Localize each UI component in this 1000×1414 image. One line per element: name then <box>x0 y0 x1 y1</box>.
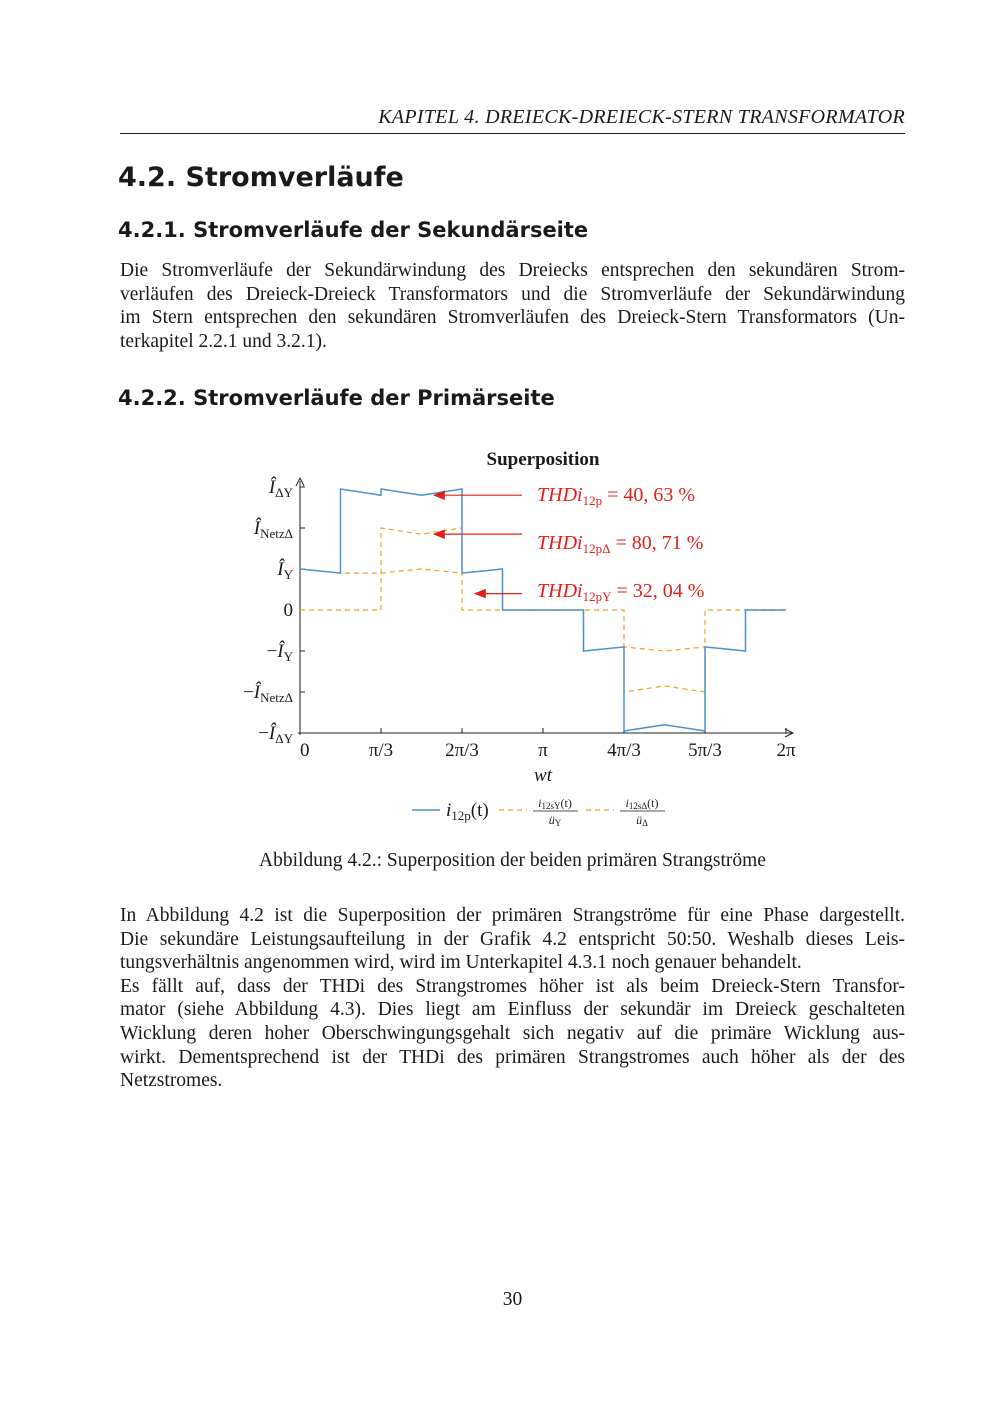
subsection-heading-secondary: 4.2.1. Stromverläufe der Sekundärseite <box>118 218 589 242</box>
text-line: Wicklung deren hoher Oberschwingungsgehalt sich negativ auf die primäre Wicklung aus- <box>120 1022 905 1044</box>
chart-title: Superposition <box>486 449 600 470</box>
x-tick-label: π/3 <box>368 740 394 761</box>
legend-label: $i_{12p}(t)$ <box>446 800 489 823</box>
x-tick-label: 0 <box>300 740 310 761</box>
superposition-chart <box>0 430 1000 840</box>
x-tick-label: 2π <box>776 740 796 761</box>
header-rule <box>120 133 905 134</box>
annotation-label: THDi$_{12p}$ = 40, 63 % <box>537 484 696 508</box>
y-tick-label: $-Î_Y$ <box>266 641 293 664</box>
annotation-label: THDi$_{12p\Delta}$ = 80, 71 % <box>537 532 704 556</box>
x-tick-label: π <box>538 740 548 761</box>
figure-caption: Abbildung 4.2.: Superposition der beiden primären Strangströme <box>259 850 766 871</box>
chart-axes <box>243 476 796 761</box>
legend-label-numerator: i12sY(t) <box>538 796 572 811</box>
text-line: wirkt. Dementsprechend ist der THDi des primären Strangstromes auch höher als der des <box>120 1046 905 1068</box>
y-tick-label: $Î_{Netz\Delta}$ <box>253 518 293 541</box>
text-line: verläufen des Dreieck-Dreieck Transformators und die Stromverläufe der Sekundärwindung <box>120 283 905 305</box>
text-line: terkapitel 2.2.1 und 3.2.1). <box>120 330 327 352</box>
text-line: Die Stromverläufe der Sekundärwindung des Dreiecks entsprechen den sekundären Strom- <box>120 260 905 281</box>
chart-legend <box>412 796 665 828</box>
annotation-label: THDi$_{12pY}$ = 32, 04 % <box>537 580 705 604</box>
text-line: tungsverhältnis angenommen wird, wird im Unterkapitel 4.3.1 noch genauer behandelt. <box>120 952 802 974</box>
y-tick-label: $Î_Y$ <box>277 559 293 582</box>
text-line: im Stern entsprechen den sekundären Stromverläufen des Dreieck-Stern Transformators (Un- <box>120 307 905 329</box>
running-header: KAPITEL 4. DREIECK-DREIECK-STERN TRANSFORMATOR <box>378 106 905 128</box>
legend-label-numerator: i12sΔ(t) <box>625 796 659 811</box>
chart-series <box>300 489 786 731</box>
text-line: Netzstromes. <box>120 1070 223 1092</box>
chart-annotations <box>434 484 704 604</box>
text-line: In Abbildung 4.2 ist die Superposition der primären Strangströme für eine Phase dargestellt. <box>120 905 905 926</box>
y-tick-label: 0 <box>283 600 293 621</box>
x-tick-label: 4π/3 <box>607 740 641 761</box>
x-tick-label: 5π/3 <box>688 740 722 761</box>
y-tick-label: $-Î_{Netz\Delta}$ <box>243 682 293 705</box>
y-tick-label: $Î_{\Delta Y}$ <box>268 477 293 500</box>
y-tick-label: $-Î_{\Delta Y}$ <box>258 723 293 746</box>
section-heading: 4.2. Stromverläufe <box>118 162 404 193</box>
paragraph-secondary-currents <box>120 259 905 353</box>
paragraph-superposition-discussion <box>120 904 905 1093</box>
legend-label-denominator: üY <box>548 813 562 828</box>
text-line: Es fällt auf, dass der THDi des Strangstromes höher ist als beim Dreieck-Stern Transfor- <box>120 975 905 997</box>
page-number: 30 <box>502 1289 523 1310</box>
legend-label-denominator: üΔ <box>636 813 648 828</box>
x-axis-label: wt <box>534 765 552 786</box>
text-line: Die sekundäre Leistungsaufteilung in der Grafik 4.2 entspricht 50:50. Weshalb dieses Leis- <box>120 928 905 950</box>
subsection-heading-primary: 4.2.2. Stromverläufe der Primärseite <box>118 386 555 410</box>
text-line: mator (siehe Abbildung 4.3). Dies liegt am Einfluss der sekundär im Dreieck geschalteten <box>120 999 905 1021</box>
x-tick-label: 2π/3 <box>445 740 479 761</box>
